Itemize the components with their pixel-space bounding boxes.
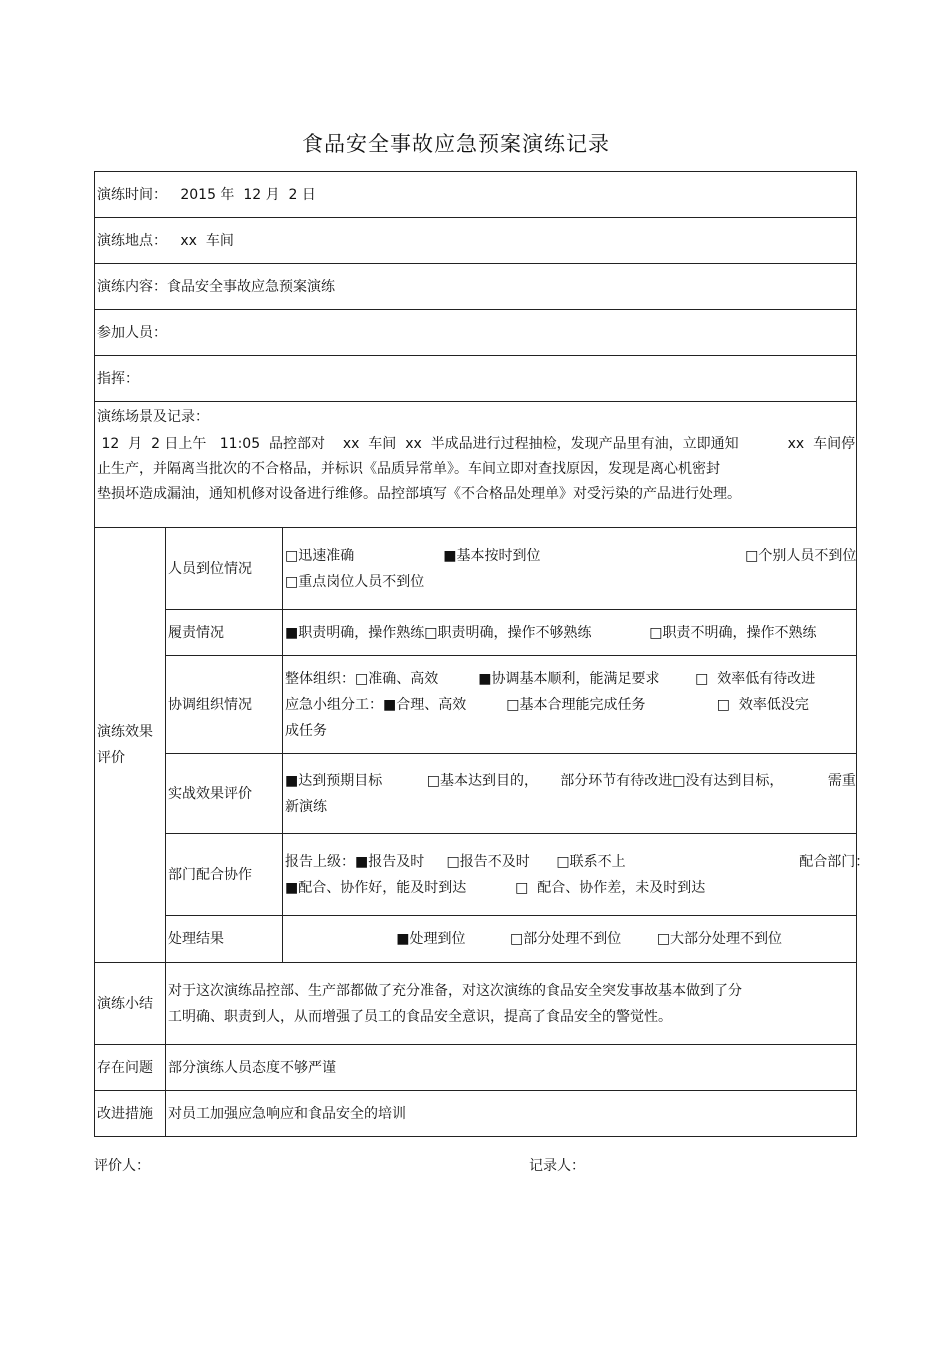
eval-row-coordination	[95, 656, 857, 754]
eval-row-personnel	[95, 528, 857, 610]
eval-options	[283, 916, 857, 963]
row-scene	[95, 402, 857, 528]
eval-options	[283, 656, 857, 754]
summary-text	[166, 963, 857, 1045]
recorder-signature: 记录人：	[529, 1158, 585, 1174]
eval-options	[283, 754, 857, 834]
drill-record-table	[94, 171, 870, 1137]
eval-label: 处理结果	[166, 916, 283, 963]
row-time	[95, 172, 857, 218]
option-line: ■达到预期目标 □基本达到目的， 部分环节有待改进□没有达到目标， 需重	[285, 772, 856, 789]
row-place	[95, 218, 857, 264]
improvements-label: 改进措施	[95, 1091, 166, 1137]
scene-label: 演练场景及记录：	[97, 409, 209, 425]
option-line: 应急小组分工：■合理、高效 □基本合理能完成任务 □ 效率低没完	[285, 696, 809, 713]
issues-row	[95, 1045, 857, 1091]
eval-options	[283, 610, 857, 656]
option-line: □重点岗位人员不到位	[285, 573, 425, 590]
improvements-row	[95, 1091, 857, 1137]
issues-value: 部分演练人员态度不够严谨	[166, 1045, 857, 1091]
option-line: 报告上级：■报告及时 □报告不及时 □联系不上 配合部门：	[285, 853, 870, 870]
scene-text	[97, 432, 854, 507]
drill-content: 演练内容：食品安全事故应急预案演练	[95, 264, 857, 310]
summary-line: 对于这次演练品控部、生产部都做了充分准备，对这次演练的食品安全突发事故基本做到了分	[168, 982, 742, 999]
eval-options	[283, 528, 857, 610]
option-line: 成任务	[285, 722, 327, 739]
option-line: ■职责明确，操作熟练□职责明确，操作不够熟练 □职责不明确，操作不熟练	[285, 624, 817, 641]
row-content	[95, 264, 857, 310]
row-participants	[95, 310, 857, 356]
summary-line: 工明确、职责到人，从而增强了员工的食品安全意识，提高了食品安全的警觉性。	[168, 1008, 672, 1025]
eval-row-effect	[95, 754, 857, 834]
eval-options	[283, 834, 870, 916]
summary-row	[95, 963, 857, 1045]
eval-label: 协调组织情况	[166, 656, 283, 754]
row-command	[95, 356, 857, 402]
command-field: 指挥：	[95, 356, 857, 402]
evaluator-signature: 评价人：	[94, 1158, 150, 1174]
eval-row-duty	[95, 610, 857, 656]
scene-record-cell	[95, 402, 857, 528]
scene-line: 垫损坏造成漏油，通知机修对设备进行维修。品控部填写《不合格品处理单》对受污染的产品进行处理。	[97, 486, 741, 502]
participants-field: 参加人员：	[95, 310, 857, 356]
issues-label: 存在问题	[95, 1045, 166, 1091]
option-line: ■配合、协作好，能及时到达 □ 配合、协作差，未及时到达	[285, 879, 706, 896]
drill-place: 演练地点： xx 车间	[95, 218, 857, 264]
eval-row-result	[95, 916, 857, 963]
page-title: 食品安全事故应急预案演练记录	[302, 132, 610, 156]
evaluation-group-label: 演练效果评价	[95, 528, 166, 963]
eval-label: 人员到位情况	[166, 528, 283, 610]
option-line: 整体组织：□准确、高效 ■协调基本顺利，能满足要求 □ 效率低有待改进	[285, 670, 816, 687]
summary-label: 演练小结	[95, 963, 166, 1045]
eval-label: 部门配合协作	[166, 834, 283, 916]
eval-row-cooperation	[95, 834, 857, 916]
drill-time: 演练时间： 2015 年 12 月 2 日	[95, 172, 857, 218]
scene-line: 12 月 2 日上午 11:05 品控部对 xx 车间 xx 半成品进行过程抽检，发现产品里有油，立即通知 xx 车间停	[97, 436, 856, 452]
eval-label: 实战效果评价	[166, 754, 283, 834]
improvements-value: 对员工加强应急响应和食品安全的培训	[166, 1091, 857, 1137]
eval-label: 履责情况	[166, 610, 283, 656]
option-line: □迅速准确 ■基本按时到位 □个别人员不到位	[285, 547, 857, 564]
option-line: 新演练	[285, 798, 327, 815]
scene-line: 止生产，并隔离当批次的不合格品，并标识《品质异常单》。车间立即对查找原因，发现是离心机密封	[97, 461, 720, 477]
option-line: ■处理到位 □部分处理不到位 □大部分处理不到位	[285, 931, 783, 947]
